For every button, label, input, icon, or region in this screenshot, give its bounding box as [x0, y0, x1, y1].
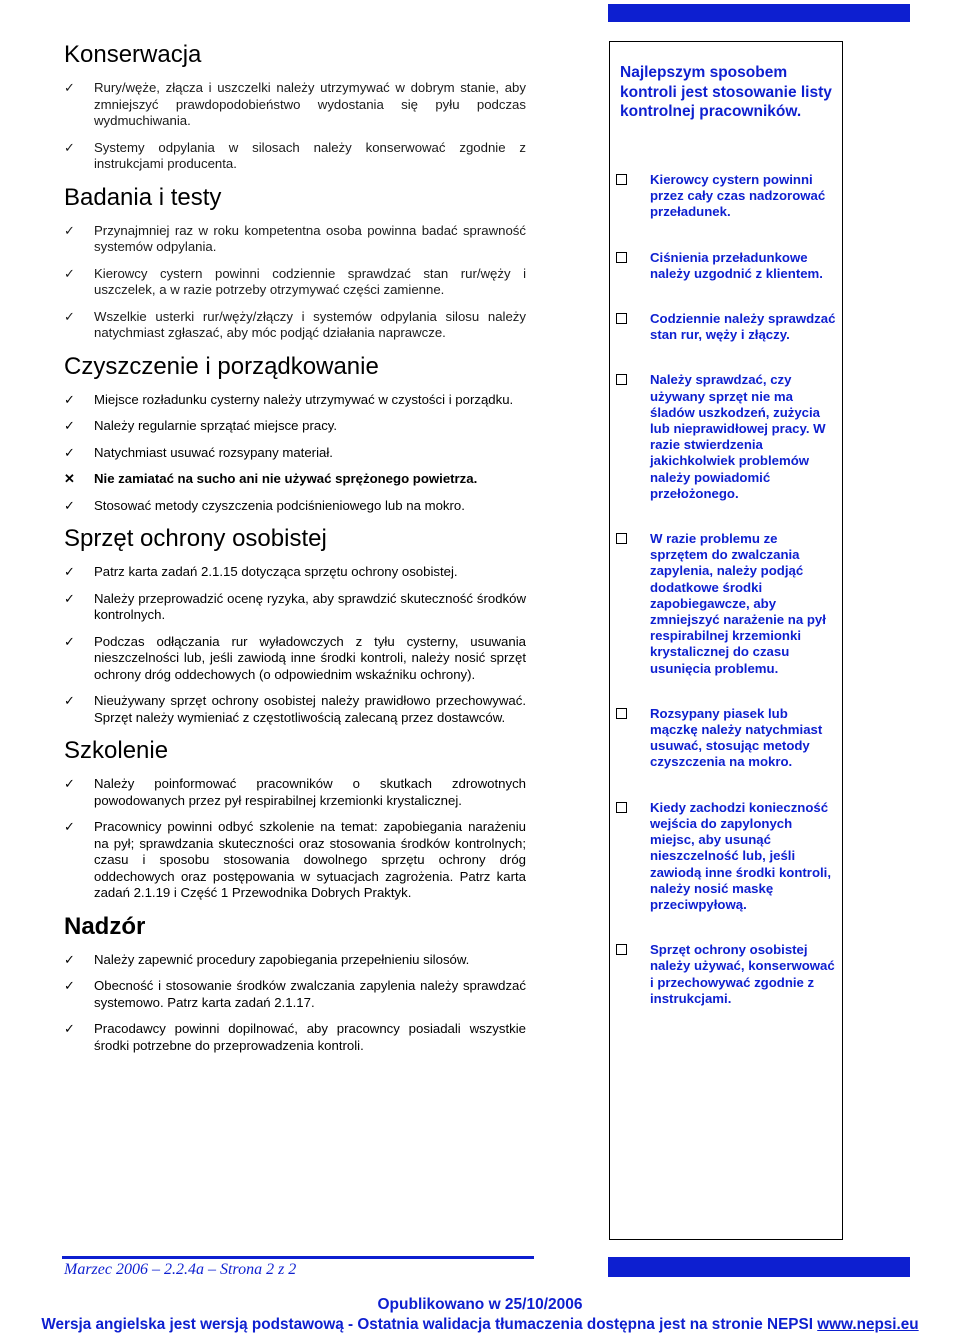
check-icon: ✓	[64, 444, 75, 460]
list-item: ✓ Wszelkie usterki rur/węży/złączy i systemów odpylania silosu należy natychmiast zgłaszać, aby móc podjąć działania naprawcze.	[64, 308, 526, 340]
check-icon: ✓	[64, 139, 75, 155]
sidebar-item: Sprzęt ochrony osobistej należy używać, konserwować i przechowywać zgodnie z instrukcjami.	[616, 942, 838, 1007]
check-icon: ✓	[64, 1021, 75, 1036]
sidebar-item: Kierowcy cystern powinni przez cały czas nadzorować przeładunek.	[616, 172, 838, 221]
check-icon: ✓	[64, 693, 75, 708]
section-title: Badania i testy	[64, 183, 222, 211]
list-item: ✓ Natychmiast usuwać rozsypany materiał.	[64, 444, 333, 460]
checkbox-icon	[616, 174, 627, 185]
list-item: ✓ Należy przeprowadzić ocenę ryzyka, aby sprawdzić skuteczność środków kontrolnych.	[64, 590, 526, 622]
checklist	[64, 80, 526, 173]
list-item: ✓ Kierowcy cystern powinni codziennie sprawdzać stan rur/węży i uszczelek, a w razie potrzeby otrzymywać części zamienne.	[64, 265, 526, 297]
check-icon: ✓	[64, 418, 75, 433]
list-item: ✓ Podczas odłączania rur wyładowczych z tyłu cysterny, usuwania nieszczelności lub, jeśli zawiodą inne środki kontroli, należy nosić sprzęt ochrony dróg oddechowych (o odpowiednim wskaźniku ochrony).	[64, 633, 526, 682]
published-date: Opublikowano w 25/10/2006	[377, 1296, 583, 1313]
sidebar-title: Najlepszym sposobem kontroli jest stosowanie listy kontrolnej pracowników.	[620, 64, 832, 120]
sidebar-item: Kiedy zachodzi konieczność wejścia do zapylonych miejsc, aby usunąć nieszczelność lub, jeśli zawiodą inne środki kontroli, należy nosić maskę przeciwpyłową.	[616, 800, 838, 913]
sidebar-item: Rozsypany piasek lub mączkę należy natychmiast usuwać, stosując metody czyszczenia na mokro.	[616, 706, 838, 771]
check-icon: ✓	[64, 978, 75, 993]
checklist	[64, 564, 526, 726]
check-icon: ✓	[64, 564, 75, 579]
section-title: Sprzęt ochrony osobistej	[64, 525, 327, 552]
check-icon: ✓	[64, 265, 75, 281]
sidebar-item: Ciśnienia przeładunkowe należy uzgodnić z klientem.	[616, 250, 838, 282]
main-content	[64, 40, 526, 1064]
sidebar-item: Codziennie należy sprawdzać stan rur, węży i złączy.	[616, 311, 838, 343]
list-item-prohibited: ✕ Nie zamiatać na sucho ani nie używać sprężonego powietrza.	[64, 471, 478, 486]
list-item: ✓ Pracownicy powinni odbyć szkolenie na temat: zapobiegania narażeniu na pył; sprawdzania skuteczności oraz stosowania środków kontrolnych; czasu i sposobu stosowania dowolnego sprzętu ochrony dróg oddechowych oraz postępowania w sytuacjach zagrożenia. Patrz karta zadań 2.1.19 i Część 1 Przewodnika Dobrych Praktyk.	[64, 819, 526, 900]
list-item: ✓ Nieużywany sprzęt ochrony osobistej należy prawidłowo przechowywać. Sprzęt należy wymieniać z częstotliwością zalecaną przez dostawców.	[64, 693, 526, 725]
check-icon: ✓	[64, 308, 75, 324]
sidebar-item: W razie problemu ze sprzętem do zwalczania zapylenia, należy podjąć dodatkowe środki zapobiegawcze, aby zmniejszyć narażenie na pył respirabilnej krzemionki krystalicznej do czasu usunięcia problemu.	[616, 531, 838, 677]
list-item: ✓ Miejsce rozładunku cysterny należy utrzymywać w czystości i porządku.	[64, 391, 514, 407]
section-title: Szkolenie	[64, 737, 169, 764]
check-icon: ✓	[64, 633, 75, 649]
cross-icon: ✕	[64, 471, 75, 486]
footer-page-info: Marzec 2006 – 2.2.4a – Strona 2 z 2	[64, 1261, 297, 1278]
list-item: ✓ Należy regularnie sprzątać miejsce pracy.	[64, 418, 338, 433]
section-szkolenie	[64, 736, 526, 902]
sidebar-checklist	[616, 172, 838, 1036]
worker-checklist-box	[609, 41, 843, 1240]
section-title: Czyszczenie i porządkowanie	[64, 352, 379, 380]
checkbox-icon	[616, 708, 627, 719]
list-item: ✓ Rury/węże, złącza i uszczelki należy utrzymywać w dobrym stanie, aby zmniejszyć prawdopodobieństwo wydostania się pyłu podczas wydmuchiwania.	[64, 80, 526, 128]
check-icon: ✓	[64, 391, 75, 407]
checklist	[64, 392, 526, 515]
section-title: Konserwacja	[64, 41, 202, 68]
list-item: ✓ Przynajmniej raz w roku kompetentna osoba powinna badać sprawność systemów odpylania.	[64, 222, 526, 254]
check-icon: ✓	[64, 951, 75, 967]
checklist	[64, 952, 526, 1055]
nepsi-link[interactable]: www.nepsi.eu	[817, 1316, 919, 1333]
check-icon: ✓	[64, 776, 75, 791]
list-item: ✓ Należy zapewnić procedury zapobiegania przepełnieniu silosów.	[64, 951, 470, 967]
list-item: ✓ Stosować metody czyszczenia podciśnieniowego lub na mokro.	[64, 497, 465, 513]
checkbox-icon	[616, 944, 627, 955]
section-nadzor	[64, 912, 526, 1055]
check-icon: ✓	[64, 222, 75, 238]
checkbox-icon	[616, 252, 627, 263]
footer-color-bar	[608, 1257, 910, 1277]
section-konserwacja	[64, 40, 526, 173]
checkbox-icon	[616, 374, 627, 385]
section-badania	[64, 183, 526, 342]
disclaimer-text: Wersja angielska jest wersją podstawową - Ostatnia walidacja tłumaczenia dostępna jest na stronie NEPSI	[41, 1316, 813, 1333]
check-icon: ✓	[64, 590, 75, 606]
checkbox-icon	[616, 802, 627, 813]
section-title: Nadzór	[64, 912, 146, 940]
list-item: ✓ Systemy odpylania w silosach należy konserwować zgodnie z instrukcjami producenta.	[64, 139, 526, 171]
sidebar-item: Należy sprawdzać, czy używany sprzęt nie ma śladów uszkodzeń, zużycia lub nieprawidłowej pracy. W razie stwierdzenia jakichkolwiek problemów należy powiadomić przełożonego.	[616, 372, 838, 502]
footer-divider	[62, 1256, 534, 1259]
checklist	[64, 223, 526, 342]
list-item: ✓ Pracodawcy powinni dopilnować, aby pracowncy posiadali wszystkie środki potrzebne do przeprowadzenia kontroli.	[64, 1021, 526, 1053]
check-icon: ✓	[64, 497, 75, 513]
list-item: ✓ Patrz karta zadań 2.1.15 dotycząca sprzętu ochrony osobistej.	[64, 564, 458, 579]
list-item: ✓ Należy poinformować pracowników o skutkach zdrowotnych powodowanych przez pył respirabilnej krzemionki krystalicznej.	[64, 776, 526, 808]
translation-disclaimer	[0, 1316, 960, 1334]
check-icon: ✓	[64, 80, 75, 95]
checkbox-icon	[616, 313, 627, 324]
section-sprzet	[64, 524, 526, 726]
checklist	[64, 776, 526, 902]
header-color-bar	[608, 4, 910, 22]
checkbox-icon	[616, 533, 627, 544]
check-icon: ✓	[64, 819, 75, 834]
list-item: ✓ Obecność i stosowanie środków zwalczania zapylenia należy sprawdzać systemowo. Patrz karta zadań 2.1.17.	[64, 978, 526, 1010]
section-czyszczenie	[64, 352, 526, 515]
